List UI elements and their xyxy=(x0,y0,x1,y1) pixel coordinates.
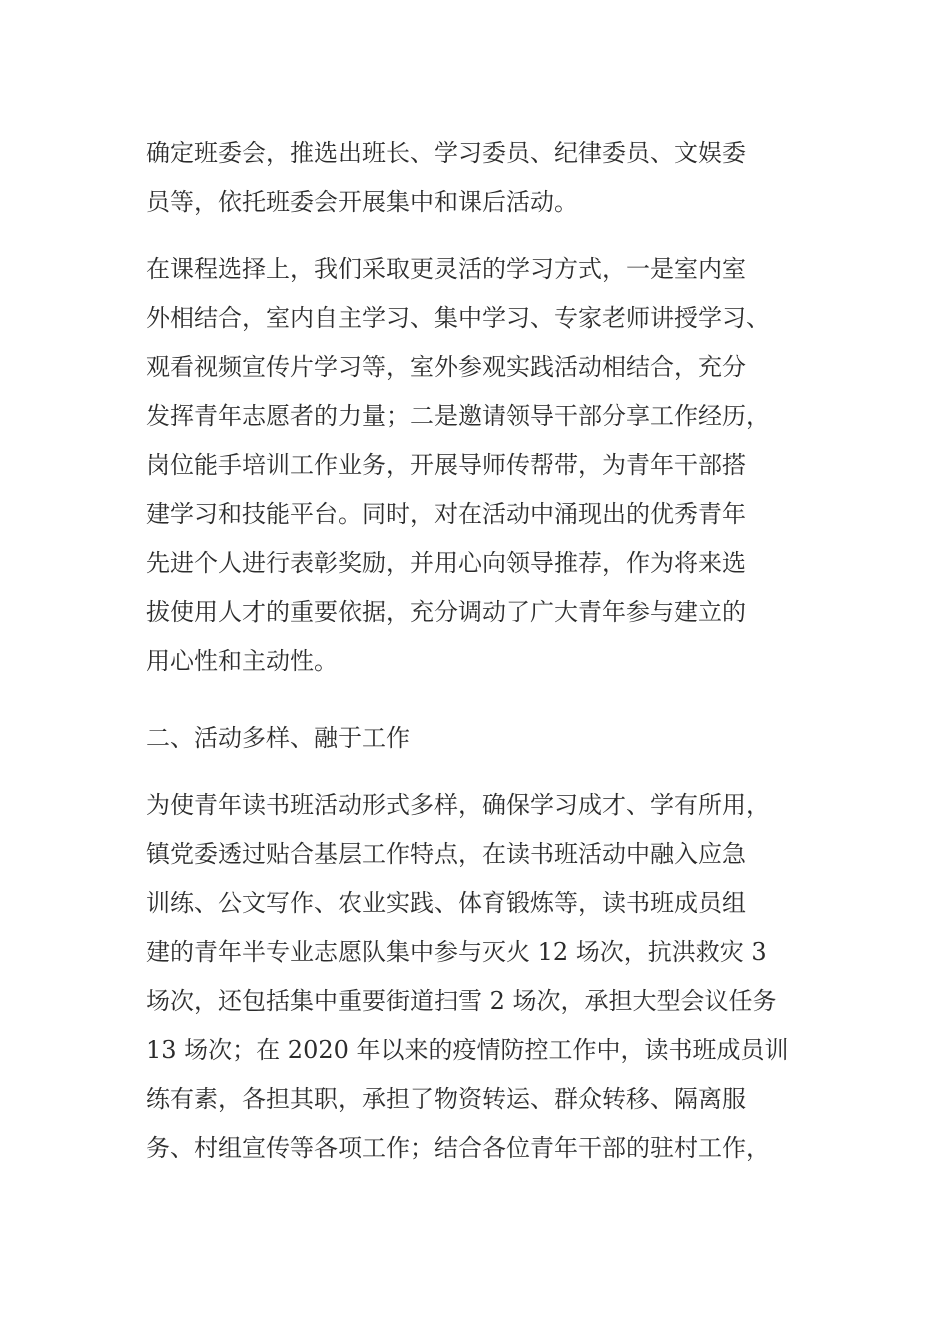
text-line: 用心性和主动性。 xyxy=(146,647,338,675)
text-line: 在课程选择上，我们采取更灵活的学习方式，一是室内室 xyxy=(146,255,746,283)
text-line: 13 场次；在 2020 年以来的疫情防控工作中，读书班成员训 xyxy=(146,1036,789,1064)
text-line: 外相结合，室内自主学习、集中学习、专家老师讲授学习、 xyxy=(146,304,770,332)
text-line: 场次，还包括集中重要街道扫雪 2 场次，承担大型会议任务 xyxy=(146,987,777,1015)
text-line: 确定班委会，推选出班长、学习委员、纪律委员、文娱委 xyxy=(146,139,746,167)
paragraph-activities xyxy=(146,781,826,1173)
text-line: 观看视频宣传片学习等，室外参观实践活动相结合，充分 xyxy=(146,353,746,381)
text-line: 务、村组宣传等各项工作；结合各位青年干部的驻村工作， xyxy=(146,1134,770,1162)
paragraph-class-committee xyxy=(146,129,826,227)
text-line: 发挥青年志愿者的力量；二是邀请领导干部分享工作经历， xyxy=(146,402,770,430)
section-heading xyxy=(146,714,826,763)
text-line: 为使青年读书班活动形式多样，确保学习成才、学有所用， xyxy=(146,791,770,819)
text-line: 建学习和技能平台。同时，对在活动中涌现出的优秀青年 xyxy=(146,500,746,528)
text-line: 训练、公文写作、农业实践、体育锻炼等，读书班成员组 xyxy=(146,889,746,917)
text-line: 岗位能手培训工作业务，开展导师传帮带，为青年干部搭 xyxy=(146,451,746,479)
section-heading-text: 二、活动多样、融于工作 xyxy=(146,724,410,752)
text-line: 先进个人进行表彰奖励，并用心向领导推荐，作为将来选 xyxy=(146,549,746,577)
paragraph-course-selection xyxy=(146,245,826,686)
text-line: 员等，依托班委会开展集中和课后活动。 xyxy=(146,188,578,216)
text-line: 拔使用人才的重要依据，充分调动了广大青年参与建立的 xyxy=(146,598,746,626)
text-line: 练有素，各担其职，承担了物资转运、群众转移、隔离服 xyxy=(146,1085,746,1113)
text-line: 镇党委透过贴合基层工作特点，在读书班活动中融入应急 xyxy=(146,840,746,868)
text-line: 建的青年半专业志愿队集中参与灭火 12 场次，抗洪救灾 3 xyxy=(146,938,767,966)
